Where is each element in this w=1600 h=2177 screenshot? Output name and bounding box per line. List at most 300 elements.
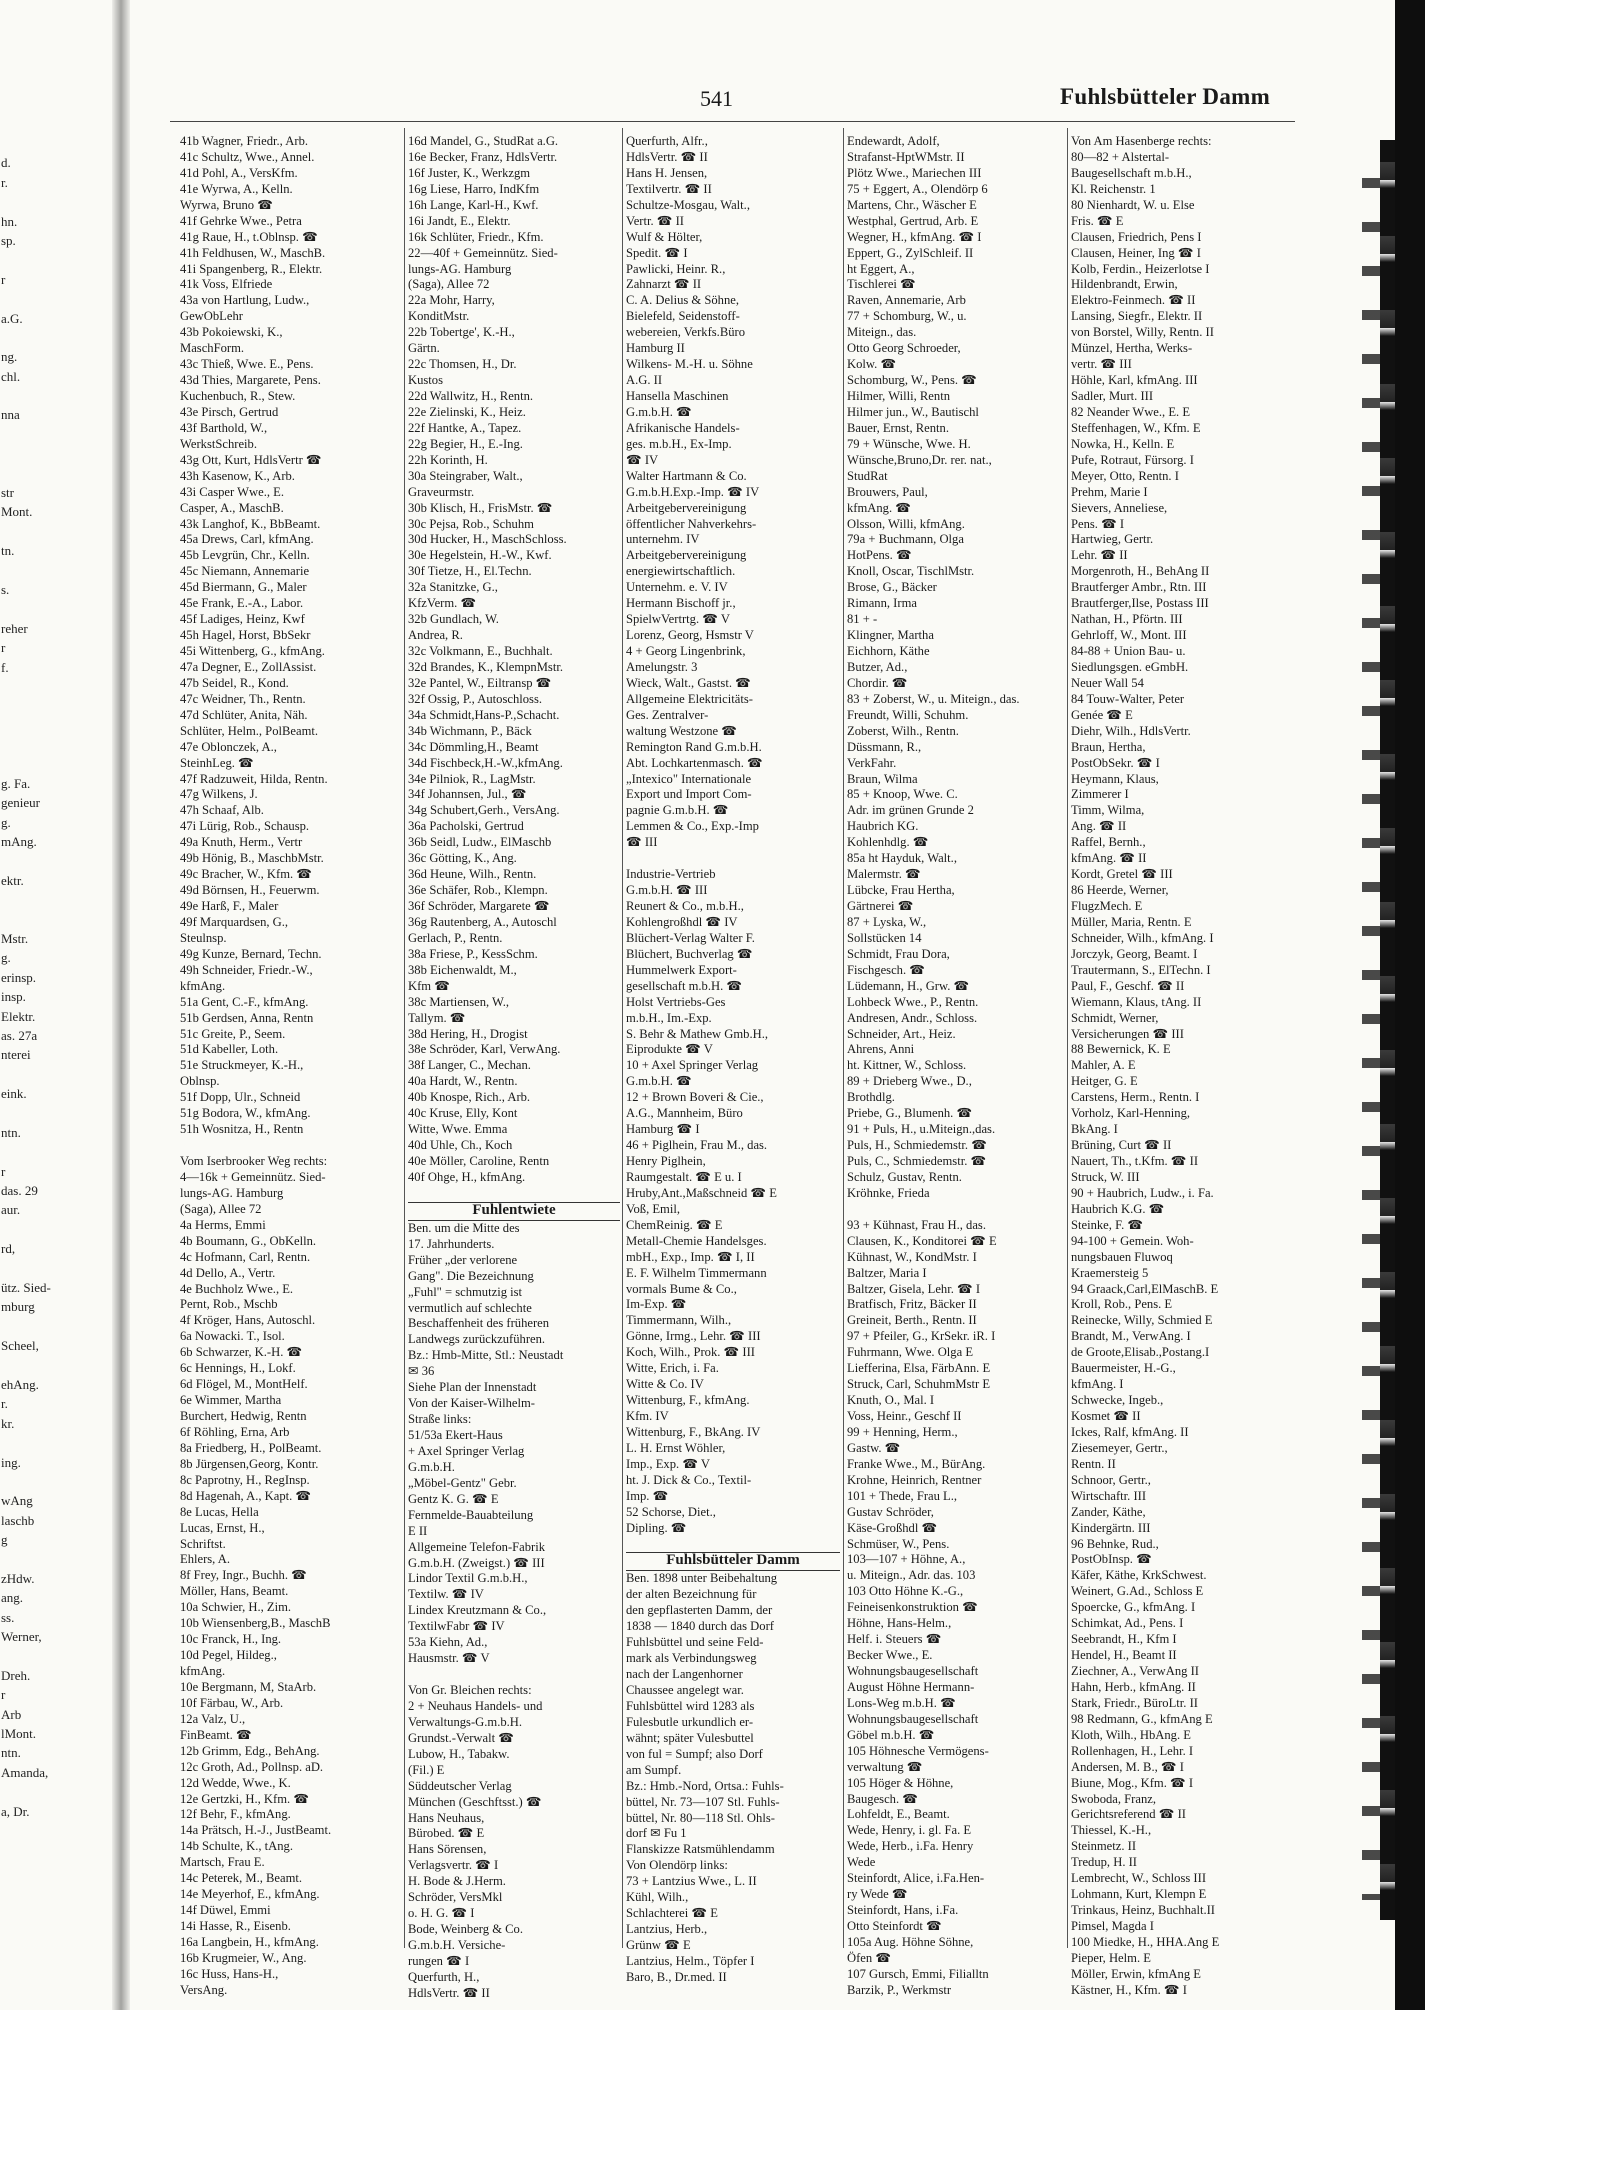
- directory-entry: lungs-AG. Hamburg: [180, 1185, 284, 1200]
- directory-entry: Lohmann, Kurt, Klempn E: [1071, 1887, 1207, 1902]
- directory-entry: 30d Hucker, H., MaschSchloss.: [408, 532, 567, 547]
- directory-entry: Steffenhagen, W., Kfm. E: [1071, 420, 1201, 435]
- facing-page-fragment: nna: [1, 407, 20, 423]
- directory-entry: 41c Schultz, Wwe., Annel.: [180, 149, 315, 164]
- directory-entry: Kolb, Ferdin., Heizerlotse I: [1071, 261, 1210, 276]
- directory-entry: den gepflasterten Damm, der: [626, 1603, 773, 1618]
- directory-entry: 38d Hering, H., Drogist: [408, 1026, 528, 1041]
- directory-entry: 86 Heerde, Werner,: [1071, 883, 1169, 898]
- directory-entry: 75 + Eggert, A., Olendörp 6: [847, 181, 988, 196]
- directory-entry: Blüchert, Buchverlag ☎: [626, 946, 753, 961]
- directory-entry: 49b Hönig, B., MaschbMstr.: [180, 851, 324, 866]
- facing-page-fragment: g: [1, 1532, 8, 1548]
- directory-entry: kfmAng. I: [1071, 1377, 1124, 1392]
- directory-entry: 8d Hagenah, A., Kapt. ☎: [180, 1488, 312, 1503]
- directory-entry: Käfer, Käthe, KrkSchwest.: [1071, 1568, 1207, 1583]
- directory-entry: Zimmerer I: [1071, 787, 1129, 802]
- directory-entry: G.m.b.H.: [408, 1459, 455, 1474]
- directory-entry: Spoercke, G., kfmAng. I: [1071, 1600, 1196, 1615]
- directory-entry: Hildenbrandt, Erwin,: [1071, 277, 1178, 292]
- directory-entry: 14f Düwel, Emmi: [180, 1903, 271, 1918]
- directory-entry: büttel, Nr. 80—118 Stl. Ohls-: [626, 1810, 775, 1825]
- directory-entry: Möller, Hans, Beamt.: [180, 1584, 289, 1599]
- directory-entry: 47c Weidner, Th., Rentn.: [180, 691, 306, 706]
- directory-entry: Lehr. ☎ II: [1071, 548, 1128, 563]
- directory-entry: 36b Seidl, Ludw., ElMaschb: [408, 835, 552, 850]
- facing-page-fragment: [0, 677, 118, 696]
- directory-entry: Bielefeld, Seidenstoff-: [626, 309, 740, 324]
- directory-entry: Miteign., das.: [847, 325, 917, 340]
- directory-entry: Käse-Großhdl ☎: [847, 1520, 938, 1535]
- facing-page-fragment: ehAng.: [1, 1377, 39, 1392]
- directory-entry: Lübcke, Frau Hertha,: [847, 883, 955, 898]
- directory-entry: Süddeutscher Verlag: [408, 1778, 512, 1793]
- directory-entry: 53a Kiehn, Ad.,: [408, 1635, 488, 1650]
- directory-entry: 43k Langhof, K., BbBeamt.: [180, 516, 321, 531]
- directory-entry: Graveurmstr.: [408, 484, 475, 499]
- directory-entry: L. H. Ernst Wöhler,: [626, 1440, 726, 1455]
- directory-entry: Schmidt, Werner,: [1071, 1010, 1159, 1025]
- directory-entry: G.m.b.H. ☎ III: [626, 883, 708, 898]
- directory-entry: Braun, Wilma: [847, 771, 918, 786]
- directory-entry: Heymann, Klaus,: [1071, 771, 1159, 786]
- directory-entry: 51/53a Ekert-Haus: [408, 1428, 503, 1442]
- directory-entry: Schlachterei ☎ E: [626, 1906, 718, 1921]
- facing-page-fragment: [0, 755, 118, 774]
- directory-entry: Trautermann, S., ElTechn. I: [1071, 962, 1211, 977]
- directory-entry: 38e Schröder, Karl, VerwAng.: [408, 1042, 561, 1057]
- directory-entry: Lantzius, Herb.,: [626, 1922, 708, 1937]
- facing-page-fragment: [0, 1433, 118, 1452]
- facing-page-fragment: laschb: [1, 1512, 35, 1528]
- directory-entry: büttel, Nr. 73—107 Stl. Fuhls-: [626, 1794, 780, 1809]
- directory-entry: 10e Bergmann, M, StaArb.: [180, 1679, 317, 1694]
- facing-page-fragment: das. 29: [1, 1183, 38, 1199]
- directory-entry: Imp., Exp. ☎ V: [626, 1456, 711, 1471]
- directory-entry: Baro, B., Dr.med. II: [626, 1969, 727, 1984]
- directory-entry: Pernt, Rob., Mschb: [180, 1297, 278, 1312]
- directory-entry: 41e Wyrwa, A., Kelln.: [180, 181, 293, 196]
- directory-entry: Knoll, Oscar, TischlMstr.: [847, 564, 975, 579]
- directory-entry: 40c Kruse, Elly, Kont: [408, 1106, 518, 1121]
- directory-entry: Henry Piglhein,: [626, 1154, 706, 1168]
- directory-entry: Baltzer, Gisela, Lehr. ☎ I: [847, 1281, 981, 1296]
- directory-entry: 12f Behr, F., kfmAng.: [180, 1807, 291, 1822]
- directory-entry: Kohlengroßhdl ☎ IV: [626, 914, 738, 929]
- directory-entry: mark als Verbindungsweg: [626, 1651, 757, 1666]
- directory-entry: Versicherungen ☎ III: [1071, 1026, 1184, 1041]
- directory-entry: 84 Touw-Walter, Peter: [1071, 691, 1185, 706]
- directory-entry: Wyrwa, Bruno ☎: [180, 197, 273, 212]
- directory-entry: 45i Wittenberg, G., kfmAng.: [180, 644, 325, 658]
- directory-entry: Prehm, Marie I: [1071, 484, 1148, 499]
- directory-entry: 14i Hasse, R., Eisenb.: [180, 1919, 291, 1933]
- directory-entry: Kuchenbuch, R., Stew.: [180, 389, 296, 403]
- directory-entry: Schmidt, Frau Dora,: [847, 946, 950, 961]
- directory-entry: Straße links:: [408, 1412, 472, 1427]
- directory-entry: gesellschaft m.b.H. ☎: [626, 978, 743, 993]
- directory-entry: Steinke, F. ☎: [1071, 1217, 1144, 1232]
- directory-entry: Krohne, Heinrich, Rentner: [847, 1472, 982, 1487]
- directory-entry: Nowka, H., Kelln. E: [1071, 436, 1175, 451]
- directory-entry: 49f Marquardsen, G.,: [180, 914, 289, 929]
- directory-entry: Allgemeine Telefon-Fabrik: [408, 1539, 546, 1554]
- directory-entry: Voß, Emil,: [626, 1201, 680, 1216]
- directory-entry: 41h Feldhusen, W., MaschB.: [180, 245, 326, 260]
- directory-entry: 47f Radzuweit, Hilda, Rentn.: [180, 771, 328, 786]
- directory-entry: 41i Spangenberg, R., Elektr.: [180, 261, 323, 276]
- directory-entry: Kfm ☎: [408, 978, 450, 993]
- directory-entry: 43g Ott, Kurt, HdlsVertr ☎: [180, 452, 322, 467]
- directory-entry: Amelungstr. 3: [626, 659, 698, 674]
- directory-entry: Gärtnerei ☎: [847, 899, 914, 913]
- directory-entry: 12d Wedde, Wwe., K.: [180, 1775, 291, 1790]
- directory-entry: Raven, Annemarie, Arb: [847, 293, 966, 308]
- directory-entry: Kindergärtn. III: [1071, 1520, 1151, 1535]
- facing-page-fragment: kr.: [1, 1415, 15, 1431]
- directory-entry: Wieck, Walt., Gastst. ☎: [626, 675, 751, 690]
- directory-entry: KfzVerm. ☎: [408, 596, 477, 611]
- facing-page-fragment: [0, 1317, 118, 1336]
- page-edge-shading: [1362, 160, 1380, 1900]
- directory-entry: 32a Stanitzke, G.,: [408, 580, 498, 595]
- directory-entry: von ful = Sumpf; also Dorf: [626, 1746, 763, 1761]
- directory-entry: 12e Gertzki, H., Kfm. ☎: [180, 1791, 309, 1806]
- directory-entry: der alten Bezeichnung für: [626, 1587, 757, 1602]
- directory-entry: 34b Wichmann, P., Bäck: [408, 723, 532, 738]
- facing-page-fragment: [0, 599, 118, 618]
- directory-entry: Schimkat, Ad., Pens. I: [1071, 1616, 1184, 1631]
- directory-entry: Kroll, Rob., Pens. E: [1071, 1297, 1173, 1312]
- directory-entry: 32d Brandes, K., KlempnMstr.: [408, 659, 563, 674]
- directory-entry: 12c Groth, Ad., Pollnsp. aD.: [180, 1759, 324, 1774]
- directory-entry: Clausen, Heiner, Ing ☎ I: [1071, 245, 1201, 260]
- directory-entry: Schomburg, W., Pens. ☎: [847, 373, 977, 388]
- directory-entry: Schultze-Mosgau, Walt.,: [626, 197, 750, 212]
- directory-entry: Sadler, Murt. III: [1071, 389, 1154, 403]
- directory-entry: 6c Hennings, H., Lokf.: [180, 1361, 296, 1376]
- facing-page-fragment: f.: [1, 659, 9, 675]
- directory-entry: Oblnsp.: [180, 1074, 220, 1089]
- directory-entry: 49g Kunze, Bernard, Techn.: [180, 946, 322, 961]
- facing-page-fragment: Dreh.: [1, 1667, 31, 1683]
- facing-page-fragment: [0, 1646, 118, 1665]
- directory-entry: Kolw. ☎: [847, 357, 897, 372]
- directory-entry: 2 + Neuhaus Handels- und: [408, 1698, 543, 1713]
- directory-entry: 16i Jandt, E., Elektr.: [408, 213, 511, 228]
- directory-entry: FlugzMech. E: [1071, 899, 1143, 913]
- directory-entry: 49a Knuth, Herm., Vertr: [180, 835, 303, 850]
- directory-entry: Diehr, Wilh., HdlsVertr.: [1071, 723, 1191, 738]
- directory-entry: 47i Lürig, Rob., Schausp.: [180, 819, 310, 834]
- directory-entry: Siehe Plan der Innenstadt: [408, 1380, 537, 1395]
- directory-entry: Kästner, H., Kfm. ☎ I: [1071, 1982, 1187, 1997]
- directory-entry: 22g Begier, H., E.-Ing.: [408, 436, 523, 451]
- directory-entry: Bz.: Hmb.-Nord, Ortsa.: Fuhls-: [626, 1778, 784, 1793]
- directory-entry: HotPens. ☎: [847, 548, 912, 563]
- directory-entry: 38b Eichenwaldt, M.,: [408, 962, 517, 977]
- directory-entry: vermutlich auf schlechte: [408, 1300, 532, 1315]
- directory-entry: am Sumpf.: [626, 1762, 682, 1777]
- directory-entry: Pimsel, Magda I: [1071, 1919, 1154, 1933]
- directory-entry: 45b Levgrün, Chr., Kelln.: [180, 548, 310, 563]
- directory-column-1: [180, 134, 402, 1997]
- directory-entry: 46 + Piglhein, Frau M., das.: [626, 1138, 768, 1153]
- facing-page-fragment: g.: [1, 814, 11, 830]
- directory-entry: Abt. Lochkartenmasch. ☎: [626, 755, 763, 770]
- directory-entry: Steulnsp.: [180, 930, 227, 945]
- directory-entry: 16b Krugmeier, W., Ang.: [180, 1950, 307, 1965]
- directory-entry: (Saga), Allee 72: [180, 1201, 262, 1216]
- directory-entry: 45e Frank, E.-A., Labor.: [180, 596, 304, 611]
- directory-entry: Strafanst-HptWMstr. II: [847, 149, 965, 164]
- directory-entry: Gönne, Irmg., Lehr. ☎ III: [626, 1329, 761, 1344]
- directory-entry: Querfurth, Alfr.,: [626, 134, 708, 148]
- directory-entry: wähnt; später Vulesbuttel: [626, 1730, 754, 1745]
- facing-page-fragment: Elektr.: [1, 1008, 36, 1024]
- directory-entry: G.m.b.H. ☎: [626, 1074, 692, 1089]
- directory-entry: VersAng.: [180, 1982, 228, 1997]
- directory-entry: Steinmetz. II: [1071, 1839, 1137, 1854]
- directory-entry: 10b Wiensenberg,B., MaschB: [180, 1616, 331, 1631]
- directory-entry: H. Bode & J.Herm.: [408, 1874, 506, 1889]
- directory-entry: 51a Gent, C.-F., kfmAng.: [180, 994, 309, 1009]
- facing-page-fragment: a.G.: [1, 310, 23, 326]
- directory-entry: 30c Pejsa, Rob., Schuhm: [408, 516, 534, 531]
- directory-entry: 43f Barthold, W.,: [180, 420, 268, 435]
- facing-page-fragment: [0, 1142, 118, 1161]
- directory-entry: 43c Thieß, Wwe. E., Pens.: [180, 357, 314, 372]
- directory-entry: Blüchert-Verlag Walter F.: [626, 930, 755, 945]
- directory-entry: 38c Martiensen, W.,: [408, 994, 510, 1009]
- directory-entry: Ges. Zentralver-: [626, 707, 709, 722]
- directory-entry: Reunert & Co., m.b.H.,: [626, 899, 744, 913]
- facing-page-fragment: nterei: [1, 1047, 31, 1063]
- facing-page-strip: [0, 0, 118, 2144]
- facing-page-fragment: [0, 1065, 118, 1084]
- directory-entry: Greineit, Berth., Rentn. II: [847, 1313, 977, 1328]
- facing-page-fragment: zHdw.: [1, 1570, 35, 1586]
- directory-entry: 98 Redmann, G., kfmAng E: [1071, 1711, 1213, 1726]
- directory-entry: Lohbeck Wwe., P., Rentn.: [847, 994, 979, 1009]
- directory-entry: Wohnungsbaugesellschaft: [847, 1664, 979, 1678]
- directory-entry: Vom Iserbrooker Weg rechts:: [180, 1154, 328, 1168]
- facing-page-fragment: r: [1, 1163, 6, 1179]
- directory-entry: BkAng. I: [1071, 1122, 1118, 1137]
- directory-entry: Otto Georg Schroeder,: [847, 341, 961, 356]
- directory-entry: Olsson, Willi, kfmAng.: [847, 516, 965, 531]
- facing-page-fragment: r: [1, 640, 6, 656]
- facing-page-fragment: Mstr.: [1, 931, 29, 947]
- directory-entry: Imp. ☎: [626, 1488, 669, 1503]
- facing-page-fragment: [0, 1220, 118, 1239]
- directory-entry: Wede, Herb., i.Fa. Henry: [847, 1839, 974, 1854]
- directory-entry: 22c Thomsen, H., Dr.: [408, 357, 517, 372]
- directory-entry: 34e Pilniok, R., LagMstr.: [408, 771, 536, 786]
- directory-entry: 93 + Kühnast, Frau H., das.: [847, 1217, 986, 1232]
- directory-entry: Wirtschaftr. III: [1071, 1488, 1147, 1503]
- directory-entry: Knuth, O., Mal. I: [847, 1393, 935, 1408]
- directory-entry: Kloth, Wilh., HbAng. E: [1071, 1727, 1191, 1742]
- page-number: 541: [700, 86, 733, 111]
- directory-entry: Holst Vertriebs-Ges: [626, 994, 726, 1009]
- directory-entry: Lohfeldt, E., Beamt.: [847, 1807, 950, 1822]
- directory-entry: Neuer Wall 54: [1071, 675, 1144, 690]
- directory-entry: S. Behr & Mathew Gmb.H.,: [626, 1026, 769, 1041]
- directory-entry: Grünw ☎ E: [626, 1938, 691, 1952]
- directory-entry: Hruby,Ant.,Maßschneid ☎ E: [626, 1185, 777, 1200]
- directory-entry: Koch, Wilh., Prok. ☎ III: [626, 1345, 755, 1360]
- directory-entry: m.b.H., Im.-Exp.: [626, 1010, 712, 1025]
- directory-entry: G.m.b.H.Exp.-Imp. ☎ IV: [626, 484, 760, 499]
- facing-page-fragment: [0, 910, 118, 929]
- directory-entry: Zoberst, Wilh., Rentn.: [847, 723, 959, 738]
- directory-entry: Rentn. II: [1071, 1456, 1116, 1471]
- facing-page-fragment: ektr.: [1, 872, 24, 888]
- directory-entry: Fuhlsbüttel und seine Feld-: [626, 1635, 764, 1650]
- directory-entry: 4b Boumann, G., ObKelln.: [180, 1233, 317, 1248]
- facing-page-fragment: mAng.: [1, 834, 37, 850]
- directory-entry: Schriftst.: [180, 1536, 226, 1551]
- directory-entry: Hilmer, Willi, Rentn: [847, 389, 950, 403]
- directory-entry: Meyer, Otto, Rentn. I: [1071, 468, 1179, 483]
- facing-page-fragment: Mont.: [1, 504, 33, 520]
- directory-entry: ht. J. Dick & Co., Textil-: [626, 1472, 752, 1487]
- directory-entry: ✉ 36: [408, 1364, 435, 1379]
- directory-entry: [180, 1138, 402, 1154]
- facing-page-fragment: Scheel,: [1, 1338, 39, 1354]
- directory-entry: Brautferger,Ilse, Postass III: [1071, 596, 1209, 611]
- facing-page-fragment: [0, 735, 118, 754]
- directory-entry: 52 Schorse, Diet.,: [626, 1504, 716, 1519]
- directory-entry: 51b Gerdsen, Anna, Rentn: [180, 1010, 314, 1025]
- directory-entry: Brose, G., Bäcker: [847, 580, 937, 595]
- directory-entry: 73 + Lantzius Wwe., L. II: [626, 1874, 757, 1889]
- directory-entry: Kustos: [408, 373, 443, 388]
- directory-entry: 16h Lange, Karl-H., Kwf.: [408, 197, 539, 212]
- directory-entry: Metall-Chemie Handelsges.: [626, 1233, 767, 1248]
- directory-entry: 12b Grimm, Edg., BehAng.: [180, 1743, 320, 1758]
- directory-entry: 41d Pohl, A., VersKfm.: [180, 165, 298, 180]
- facing-page-fragment: chl.: [1, 368, 21, 384]
- directory-entry: Hans H. Jensen,: [626, 165, 708, 180]
- directory-entry: Thiessel, K.-H.,: [1071, 1823, 1152, 1838]
- directory-entry: 32c Volkmann, E., Buchhalt.: [408, 644, 553, 658]
- directory-entry: Kraemersteig 5: [1071, 1265, 1149, 1280]
- directory-entry: Spedit. ☎ I: [626, 245, 688, 260]
- directory-entry: 30e Hegelstein, H.-W., Kwf.: [408, 548, 552, 563]
- directory-entry: Münzel, Hertha, Werks-: [1071, 341, 1193, 356]
- directory-entry: Bode, Weinberg & Co.: [408, 1922, 524, 1937]
- directory-entry: Öfen ☎: [847, 1950, 892, 1965]
- directory-column-4: [847, 134, 1065, 1997]
- directory-entry: 22—40f + Gemeinnütz. Sied-: [408, 245, 558, 260]
- facing-page-fragment: g.: [1, 950, 11, 966]
- directory-entry: Lantzius, Helm., Töpfer I: [626, 1953, 755, 1968]
- directory-entry: Lindex Kreutzmann & Co.,: [408, 1603, 547, 1618]
- directory-entry: 43b Pokoiewski, K.,: [180, 325, 283, 340]
- directory-entry: 16a Langbein, H., kfmAng.: [180, 1934, 319, 1949]
- directory-entry: Sollstücken 14: [847, 930, 922, 945]
- directory-entry: Hendel, H., Beamt II: [1071, 1648, 1177, 1663]
- directory-entry: Verwaltungs-G.m.b.H.: [408, 1714, 523, 1729]
- facing-page-fragment: [0, 250, 118, 269]
- directory-entry: 16d Mandel, G., StudRat a.G.: [408, 134, 559, 148]
- directory-entry: 12a Valz, U.,: [180, 1711, 246, 1726]
- directory-entry: Kordt, Gretel ☎ III: [1071, 867, 1173, 882]
- facing-page-fragment: [0, 192, 118, 211]
- directory-entry: G.m.b.H. (Zweigst.) ☎ III: [408, 1555, 545, 1570]
- directory-entry: 34a Schmidt,Hans-P.,Schacht.: [408, 707, 560, 722]
- directory-entry: Wegner, H., kfmAng. ☎ I: [847, 229, 982, 244]
- directory-entry: Weinert, G.Ad., Schloss E: [1071, 1584, 1204, 1599]
- directory-entry: Helf. i. Steuers ☎: [847, 1632, 942, 1647]
- directory-entry: dorf ✉ Fu 1: [626, 1826, 687, 1841]
- directory-entry: 4—16k + Gemeinnütz. Sied-: [180, 1169, 326, 1184]
- directory-entry: 38f Langer, C., Mechan.: [408, 1058, 531, 1073]
- directory-entry: Kosmet ☎ II: [1071, 1409, 1141, 1423]
- directory-entry: Ickes, Ralf, kfmAng. II: [1071, 1424, 1189, 1439]
- directory-entry: von Borstel, Willy, Rentn. II: [1071, 325, 1214, 340]
- directory-entry: verwaltung ☎: [847, 1759, 923, 1774]
- facing-page-fragment: ntn.: [1, 1745, 21, 1761]
- directory-entry: 43e Pirsch, Gertrud: [180, 404, 279, 419]
- directory-entry: Bauermeister, H.-G.,: [1071, 1361, 1176, 1376]
- directory-entry: Feineisenkonstruktion ☎: [847, 1600, 978, 1615]
- directory-entry: 22h Korinth, H.: [408, 452, 488, 467]
- facing-page-fragment: Amanda,: [1, 1764, 49, 1780]
- facing-page-fragment: d.: [1, 155, 11, 171]
- directory-entry: Lemmen & Co., Exp.-Imp: [626, 819, 759, 834]
- directory-entry: 79a + Buchmann, Olga: [847, 532, 964, 547]
- directory-entry: 107 Gursch, Emmi, Filialltn: [847, 1966, 989, 1981]
- directory-entry: Andersen, M. B., ☎ I: [1071, 1759, 1184, 1774]
- directory-entry: 34f Johannsen, Jul., ☎: [408, 787, 527, 802]
- directory-entry: Schwecke, Ingeb.,: [1071, 1393, 1164, 1408]
- directory-entry: Lucas, Ernst, H.,: [180, 1520, 265, 1535]
- directory-entry: Raffel, Bernh.,: [1071, 835, 1146, 850]
- directory-entry: 4a Herms, Emmi: [180, 1217, 266, 1232]
- directory-entry: „Möbel-Gentz" Gebr.: [408, 1475, 517, 1490]
- directory-entry: Rollenhagen, H., Lehr. I: [1071, 1743, 1194, 1758]
- directory-entry: Wittenburg, F., kfmAng.: [626, 1393, 750, 1408]
- directory-entry: 43a von Hartlung, Ludw.,: [180, 293, 310, 308]
- facing-page-fragment: [0, 696, 118, 715]
- directory-entry: Kl. Reichenstr. 1: [1071, 181, 1156, 196]
- directory-entry: GewObLehr: [180, 309, 243, 324]
- directory-entry: 32e Pantel, W., Eiltransp ☎: [408, 675, 552, 690]
- directory-entry: ChemReinig. ☎ E: [626, 1217, 723, 1232]
- facing-page-fragment: [0, 134, 118, 153]
- directory-entry: Plötz Wwe., Mariechen III: [847, 165, 982, 180]
- directory-entry: 89 + Drieberg Wwe., D.,: [847, 1074, 972, 1089]
- directory-entry: 34c Dömmling,H., Beamt: [408, 739, 539, 754]
- directory-entry: Düssmann, R.,: [847, 739, 922, 754]
- directory-entry: 10c Franck, H., Ing.: [180, 1632, 282, 1647]
- directory-entry: 82 Neander Wwe., E. E: [1071, 404, 1191, 419]
- facing-page-fragment: rd,: [1, 1241, 16, 1257]
- directory-entry: Kfm. IV: [626, 1409, 669, 1423]
- directory-entry: 40d Uhle, Ch., Koch: [408, 1138, 513, 1153]
- directory-entry: VerkFahr.: [847, 755, 897, 770]
- directory-entry: 47g Wilkens, J.: [180, 787, 258, 802]
- column-divider: [404, 128, 405, 1948]
- directory-entry: vertr. ☎ III: [1071, 357, 1132, 372]
- directory-entry: 47d Schlüter, Anita, Näh.: [180, 707, 308, 722]
- directory-entry: Schneider, Art., Heiz.: [847, 1026, 956, 1041]
- directory-entry: Ehlers, A.: [180, 1552, 231, 1567]
- facing-page-fragment: ntn.: [1, 1124, 21, 1140]
